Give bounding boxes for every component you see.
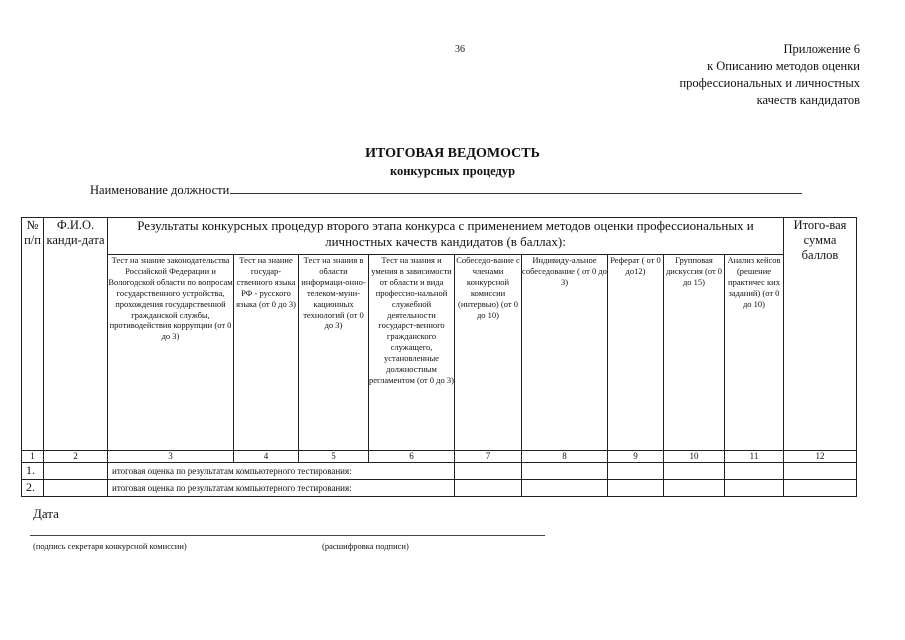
appendix-line-2: к Описанию методов оценки — [707, 59, 860, 73]
row-label: итоговая оценка по результатам компьютерного тестирования: — [108, 480, 455, 497]
subheader-ict-test: Тест на знания в области информаци-онно-телеком-муни-кационных технологий (от 0 до 3) — [299, 255, 369, 451]
results-table — [21, 217, 857, 497]
table-cell — [44, 480, 108, 497]
row-number: 1. — [22, 463, 44, 480]
column-number: 5 — [299, 451, 369, 463]
table-cell — [608, 463, 664, 480]
table-cell — [455, 480, 522, 497]
signature-decode-caption: (расшифровка подписи) — [322, 541, 409, 551]
signature-secretary-caption: (подпись секретаря конкурсной комиссии) — [33, 541, 187, 551]
subheader-case-analysis: Анализ кейсов (решение практичес ких заданий) (от 0 до 10) — [725, 255, 784, 451]
header-fio: Ф.И.О. канди-дата — [44, 218, 108, 451]
row-label: итоговая оценка по результатам компьютерного тестирования: — [108, 463, 455, 480]
appendix-header — [679, 41, 860, 109]
position-field — [90, 181, 802, 198]
table-cell — [522, 463, 608, 480]
header-results-group: Результаты конкурсных процедур второго этапа конкурса с применением методов оценки профессиональных и личностных качеств кандидатов (в баллах): — [108, 218, 784, 255]
page-number: 36 — [455, 44, 465, 55]
subheader-language-test: Тест на знание государ-ственного языка РФ - русского языка (от 0 до 3) — [234, 255, 299, 451]
column-number: 12 — [784, 451, 857, 463]
subheader-professional-test: Тест на знания и умения в зависимости от области и вида профессио-нальной служебной деятельности государст-венного гражданского служащего, установленные должностным регламентом (от 0 до 3) — [369, 255, 455, 451]
row-number: 2. — [22, 480, 44, 497]
appendix-line-1: Приложение 6 — [783, 42, 860, 56]
subheader-commission-interview: Собеседо-вание с членами конкурсной комиссии (интервью) (от 0 до 10) — [455, 255, 522, 451]
column-number: 9 — [608, 451, 664, 463]
table-cell — [664, 463, 725, 480]
column-number: 8 — [522, 451, 608, 463]
document-title: ИТОГОВАЯ ВЕДОМОСТЬ — [365, 146, 540, 161]
table-cell — [725, 463, 784, 480]
position-blank-line — [230, 181, 802, 194]
column-number: 3 — [108, 451, 234, 463]
position-label: Наименование должности — [90, 183, 230, 197]
column-number: 4 — [234, 451, 299, 463]
column-number: 2 — [44, 451, 108, 463]
table-cell — [44, 463, 108, 480]
header-total: Итого-вая сумма баллов — [784, 218, 857, 451]
subheader-law-test: Тест на знание законодательства Российской Федерации и Вологодской области по вопросам государственного устройства, прохождения государственной гражданской службы, противодействия коррупции (от 0 до 3) — [108, 255, 234, 451]
table-cell — [455, 463, 522, 480]
subheader-essay: Реферат ( от 0 до12) — [608, 255, 664, 451]
column-number: 10 — [664, 451, 725, 463]
table-cell — [784, 480, 857, 497]
table-cell — [725, 480, 784, 497]
date-label: Дата — [33, 506, 59, 521]
column-number: 7 — [455, 451, 522, 463]
table-cell — [608, 480, 664, 497]
table-cell — [664, 480, 725, 497]
appendix-line-4: качеств кандидатов — [756, 93, 860, 107]
column-number: 1 — [22, 451, 44, 463]
subheader-group-discussion: Групповая дискуссия (от 0 до 15) — [664, 255, 725, 451]
signature-line — [30, 535, 545, 536]
header-num: № п/п — [22, 218, 44, 451]
table-row — [22, 463, 857, 480]
subheader-individual-interview: Индивиду-альное собеседование ( от 0 до 3) — [522, 255, 608, 451]
table-cell — [784, 463, 857, 480]
document-subtitle: конкурсных процедур — [389, 164, 516, 178]
table-row — [22, 480, 857, 497]
column-number: 6 — [369, 451, 455, 463]
column-number: 11 — [725, 451, 784, 463]
table-cell — [522, 480, 608, 497]
appendix-line-3: профессиональных и личностных — [679, 76, 860, 90]
